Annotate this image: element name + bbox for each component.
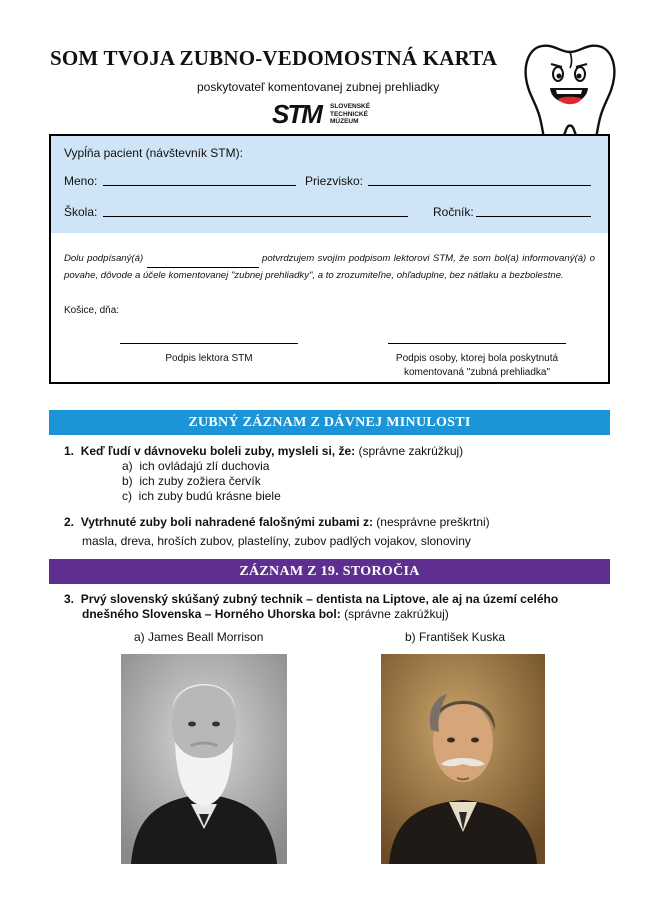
question-1: 1. Keď ľudí v dávnoveku boleli zuby, mysleli si, že: (správne zakrúžkuj) <box>64 444 464 458</box>
q1-option-c[interactable]: c) ich zuby budú krásne biele <box>122 489 281 503</box>
page-title: SOM TVOJA ZUBNO-VEDOMOSTNÁ KARTA <box>50 46 498 70</box>
page-subtitle: poskytovateľ komentovanej zubnej prehliadky <box>197 80 440 94</box>
portrait-kuska <box>381 654 545 864</box>
question-3: 3. Prvý slovenský skúšaný zubný technik – dentista na Liptove, ale aj na území celého dnešného Slovenska – Horného Uhorska bol: (správne zakrúžkuj) <box>64 592 559 621</box>
lector-signature-line[interactable] <box>120 343 298 344</box>
q2-answers[interactable]: masla, dreva, hroších zubov, plastelíny, zubov padlých vojakov, slonoviny <box>82 534 471 548</box>
portrait-morrison <box>121 654 287 864</box>
visitor-signature-label: Podpis osoby, ktorej bola poskytnutá komentovaná "zubná prehliadka" <box>395 353 559 378</box>
signer-name-field[interactable] <box>147 251 259 268</box>
visitor-signature-line[interactable] <box>388 343 566 344</box>
grade-field[interactable] <box>476 216 591 217</box>
q1-option-b[interactable]: b) ich zuby zožiera červík <box>122 474 261 488</box>
stm-logo <box>272 100 382 128</box>
consent-statement: Dolu podpísaný(á) potvrdzujem svojím podpisom lektorovi STM, že som bol(a) informovaný(á) o povahe, dôvode a účele komentovanej "zubnej prehliadky", a to zrozumiteľne, ohľaduplne, bez nátlaku a bezbolestne. <box>64 253 595 281</box>
stm-logo-mark: STM <box>272 99 321 129</box>
name-field[interactable] <box>103 185 296 186</box>
school-label: Škola: <box>64 205 98 219</box>
q3-option-b[interactable]: b) František Kuska <box>405 630 506 644</box>
lector-signature-label: Podpis lektora STM <box>165 353 253 364</box>
school-field[interactable] <box>103 216 408 217</box>
section-heading-ancient: ZUBNÝ ZÁZNAM Z DÁVNEJ MINULOSTI <box>49 410 610 435</box>
q3-option-a[interactable]: a) James Beall Morrison <box>134 630 264 644</box>
surname-field[interactable] <box>368 185 591 186</box>
surname-label: Priezvisko: <box>305 174 364 188</box>
grade-label: Ročník: <box>433 205 474 219</box>
stm-logo-text: SLOVENSKÉ TECHNICKÉ MÚZEUM <box>330 103 371 125</box>
form-intro: Vypĺňa pacient (návštevník STM): <box>64 146 243 160</box>
name-label: Meno: <box>64 174 98 188</box>
place-date-label: Košice, dňa: <box>64 305 120 316</box>
section-heading-19th-century: ZÁZNAM Z 19. STOROČIA <box>49 559 610 584</box>
q1-option-a[interactable]: a) ich ovládajú zlí duchovia <box>122 459 270 473</box>
question-2: 2. Vytrhnuté zuby boli nahradené falošnými zubami z: (nesprávne preškrtni) <box>64 515 490 529</box>
